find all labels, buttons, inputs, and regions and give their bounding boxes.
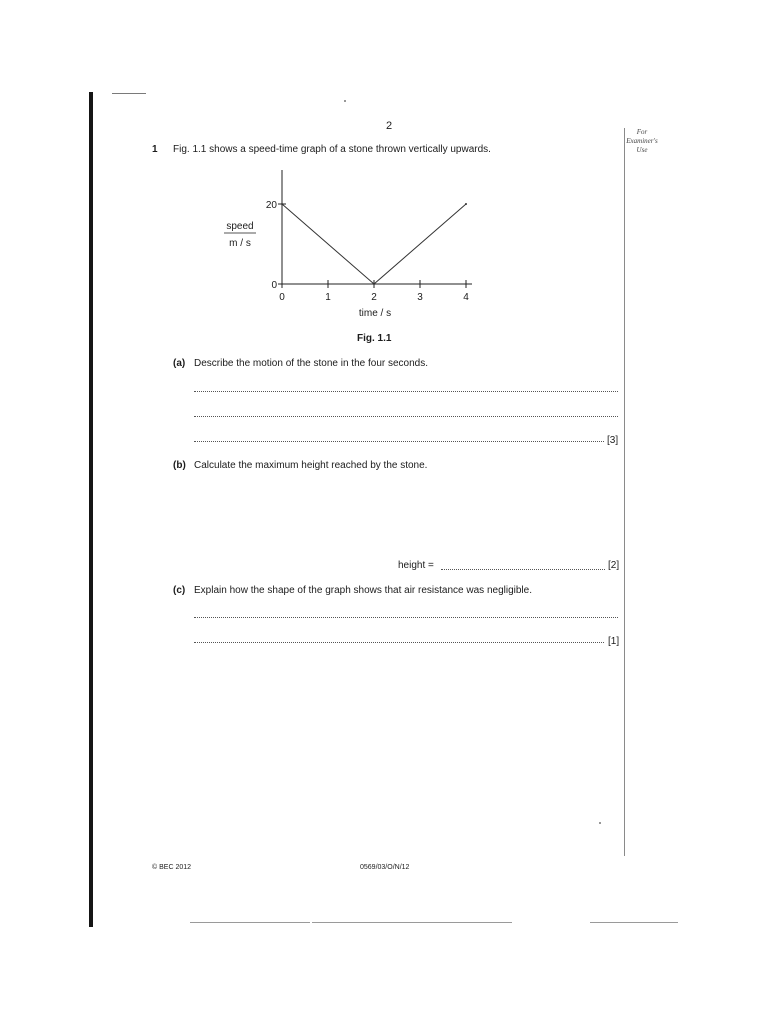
height-answer-line[interactable] [441, 569, 605, 570]
scan-bottom-line [590, 922, 678, 923]
part-a-question: Describe the motion of the stone in the four seconds. [194, 358, 429, 369]
marks-c: [1] [608, 636, 620, 647]
examiner-margin-rule [624, 128, 625, 856]
marks-b: [2] [608, 560, 620, 571]
footer-paper-code: 0569/03/O/N/12 [360, 864, 410, 871]
scan-mark [112, 93, 146, 94]
scan-speck [344, 100, 346, 102]
scan-speck [599, 822, 601, 824]
examiner-use-label: For Examiner's Use [626, 128, 658, 154]
x-axis-label: time / s [358, 308, 392, 319]
marks-a: [3] [607, 435, 619, 446]
scan-edge-shadow [89, 92, 93, 927]
question-stem: Fig. 1.1 shows a speed-time graph of a stone thrown vertically upwards. [173, 144, 491, 155]
x-tick-label: 1 [325, 292, 331, 303]
part-c-label: (c) [173, 585, 186, 596]
page-number: 2 [386, 120, 393, 132]
y-tick-label: 0 [271, 280, 277, 291]
answer-line[interactable] [194, 416, 618, 417]
figure-caption: Fig. 1.1 [357, 333, 392, 344]
plot-area [266, 170, 472, 303]
speed-line [282, 204, 466, 284]
y-tick-label: 20 [265, 200, 277, 211]
x-tick-label: 4 [463, 292, 469, 303]
scan-bottom-line [312, 922, 512, 923]
part-b-label: (b) [173, 460, 186, 471]
answer-line[interactable] [194, 642, 604, 643]
height-answer-label: height = [398, 560, 434, 571]
part-c-question: Explain how the shape of the graph shows that air resistance was negligible. [194, 585, 532, 596]
speed-time-chart [210, 160, 480, 325]
answer-line[interactable] [194, 617, 618, 618]
scan-bottom-line [190, 922, 310, 923]
answer-line[interactable] [194, 441, 604, 442]
data-point [465, 203, 467, 205]
answer-line[interactable] [194, 391, 618, 392]
footer-copyright: © BEC 2012 [152, 864, 192, 871]
data-point [373, 283, 375, 285]
x-tick-label: 3 [417, 292, 423, 303]
part-b-question: Calculate the maximum height reached by the stone. [194, 460, 428, 471]
data-point [281, 203, 283, 205]
y-axis-label-top: speed [226, 221, 254, 232]
part-a-label: (a) [173, 358, 186, 369]
x-tick-label: 2 [371, 292, 377, 303]
question-number: 1 [152, 144, 158, 155]
x-tick-label: 0 [279, 292, 285, 303]
y-axis-label-bottom: m / s [229, 238, 251, 249]
